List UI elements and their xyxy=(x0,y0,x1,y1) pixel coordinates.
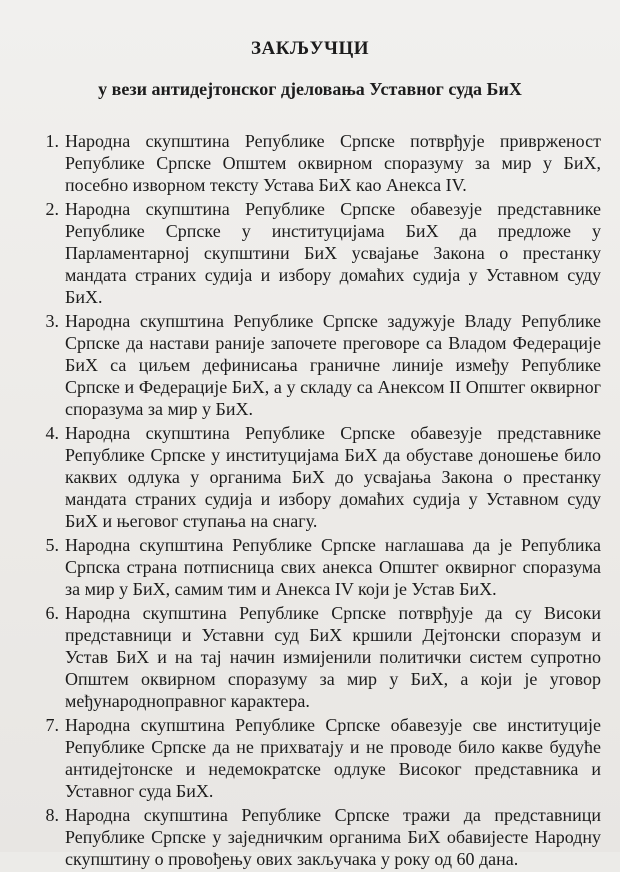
conclusion-item xyxy=(33,130,601,196)
item-text: Народна скупштина Републике Српске задужује Владу Републике Српске да настави раније започете преговоре са Владом Федерације БиХ са циљем дефинисања граничне линије између Републике Српске и Федерације БиХ, а у складу са Анексом II Општег оквирног споразума за мир у БиХ. xyxy=(65,311,601,419)
item-text: Народна скупштина Републике Српске обавезује представнике Републике Српске у институцијама БиХ да предложе у Парламентарној скупштини БиХ усвајање Закона о престанку мандата страних судија и избору домаћих судија у Уставном суду БиХ. xyxy=(65,199,601,307)
conclusion-item xyxy=(33,804,601,870)
item-text: Народна скупштина Републике Српске наглашава да је Република Српска страна потписница свих анекса Општег оквирног споразума за мир у БиХ, самим тим и Анекса IV који је Устав БиХ. xyxy=(65,535,601,599)
document-subtitle: у вези антидејтонског дјеловања Уставног суда БиХ xyxy=(98,79,522,99)
item-number: 5. xyxy=(45,535,59,555)
conclusion-item xyxy=(33,310,601,420)
item-number: 1. xyxy=(45,131,59,151)
item-number: 4. xyxy=(45,423,59,443)
document-title: ЗАКЉУЧЦИ xyxy=(250,38,370,59)
item-number: 7. xyxy=(45,715,59,735)
item-number: 8. xyxy=(45,805,59,825)
conclusion-item xyxy=(33,602,601,712)
item-text: Народна скупштина Републике Српске потврђује да су Високи представници и Уставни суд БиХ кршили Дејтонски споразум и Устав БиХ и на тај начин измијенили политички систем супротно Општем оквирном споразуму за мир у БиХ, а који је уговор међународноправног карактера. xyxy=(65,603,601,711)
conclusion-item xyxy=(33,714,601,802)
item-number: 2. xyxy=(45,199,59,219)
item-text: Народна скупштина Републике Српске потврђује привржeност Републике Српске Општем оквирном споразуму за мир у БиХ, посебно изворном тексту Устава БиХ као Анекса IV. xyxy=(65,131,601,195)
conclusion-item xyxy=(33,198,601,308)
conclusions-list xyxy=(33,130,601,872)
conclusion-item xyxy=(33,422,601,532)
item-number: 3. xyxy=(45,311,59,331)
conclusion-item xyxy=(33,534,601,600)
item-text: Народна скупштина Републике Српске тражи да представници Републике Српске у заједничким органима БиХ обавијесте Народну скупштину о провођењу ових закључака у року од 60 дана. xyxy=(65,805,601,869)
item-text: Народна скупштина Републике Српске обавезује представнике Републике Српске у институцијама БиХ да обуставе доношење било каквих одлука у органима БиХ до усвајања Закона о престанку мандата страних судија и избору домаћих судија у Уставном суду БиХ и његовог ступања на снагу. xyxy=(65,423,601,531)
item-number: 6. xyxy=(45,603,59,623)
item-text: Народна скупштина Републике Српске обавезује све институције Републике Српске да не прихватају и не проводе било какве будуће антидејтонске и недемократске одлуке Високог представника и Уставног суда БиХ. xyxy=(65,715,601,801)
